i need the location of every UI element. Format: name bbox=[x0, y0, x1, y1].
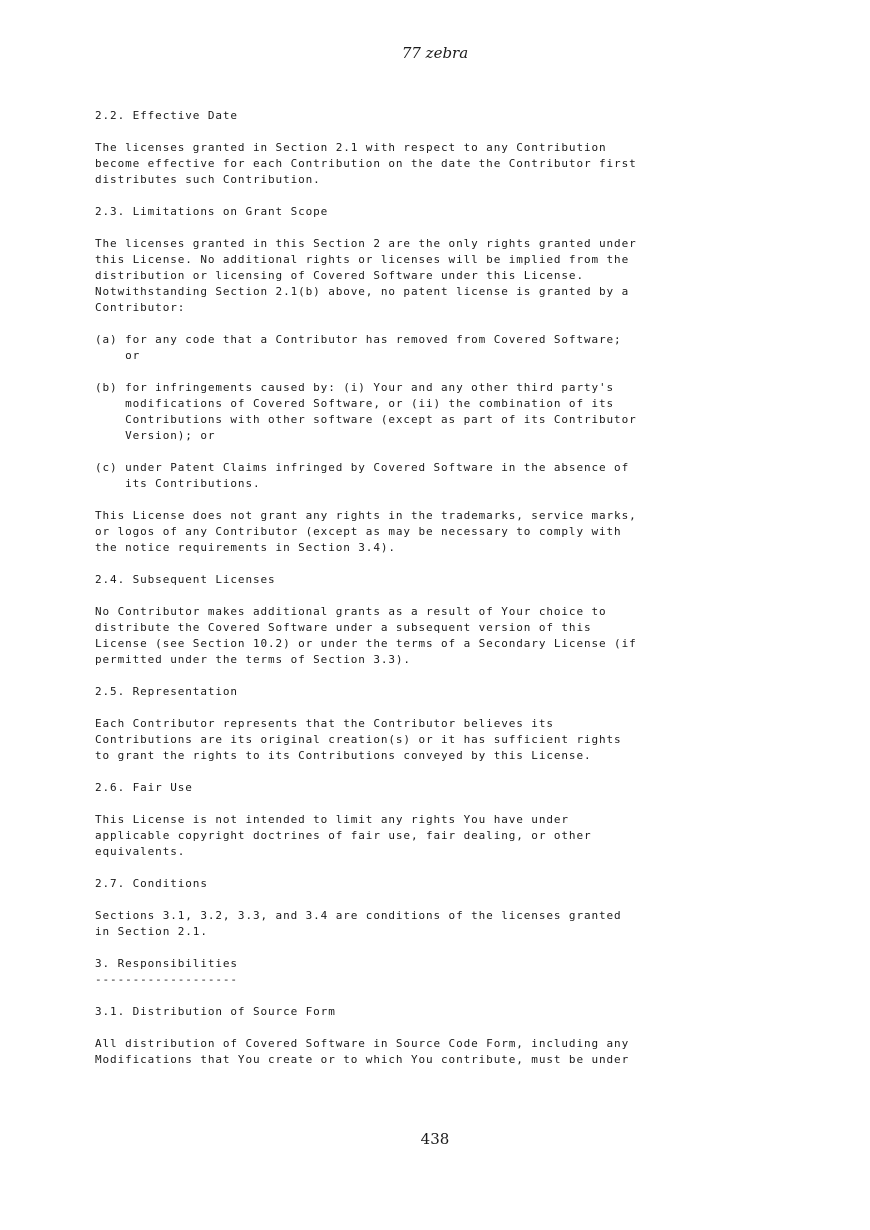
text-line: The licenses granted in Section 2.1 with respect to any Contribution bbox=[95, 141, 607, 154]
blank-line bbox=[95, 316, 795, 332]
text-line: Notwithstanding Section 2.1(b) above, no patent license is granted by a bbox=[95, 285, 630, 298]
text-line: applicable copyright doctrines of fair use, fair dealing, or other bbox=[95, 829, 592, 842]
text-line: or bbox=[95, 349, 141, 362]
text-line: Modifications that You create or to which You contribute, must be under bbox=[95, 1053, 630, 1066]
text-line: become effective for each Contribution on the date the Contributor first bbox=[95, 157, 637, 170]
blank-line bbox=[95, 588, 795, 604]
blank-line bbox=[95, 492, 795, 508]
text-line: This License is not intended to limit any rights You have under bbox=[95, 813, 569, 826]
text-line: distributes such Contribution. bbox=[95, 173, 321, 186]
text-line: this License. No additional rights or licenses will be implied from the bbox=[95, 253, 630, 266]
text-line: 3.1. Distribution of Source Form bbox=[95, 1005, 336, 1018]
document-body bbox=[95, 108, 795, 1068]
blank-line bbox=[95, 364, 795, 380]
blank-line bbox=[95, 764, 795, 780]
blank-line bbox=[95, 796, 795, 812]
text-line: License (see Section 10.2) or under the terms of a Secondary License (if bbox=[95, 637, 637, 650]
text-line: Sections 3.1, 3.2, 3.3, and 3.4 are conditions of the licenses granted bbox=[95, 909, 622, 922]
text-line: All distribution of Covered Software in Source Code Form, including any bbox=[95, 1037, 630, 1050]
text-line: distribution or licensing of Covered Software under this License. bbox=[95, 269, 584, 282]
text-line: Contributor: bbox=[95, 301, 186, 314]
text-line: Contributions with other software (except as part of its Contributor bbox=[95, 413, 637, 426]
text-line: 2.5. Representation bbox=[95, 685, 238, 698]
blank-line bbox=[95, 940, 795, 956]
blank-line bbox=[95, 892, 795, 908]
text-line: (c) under Patent Claims infringed by Covered Software in the absence of bbox=[95, 461, 630, 474]
text-line: The licenses granted in this Section 2 are the only rights granted under bbox=[95, 237, 637, 250]
text-line: distribute the Covered Software under a subsequent version of this bbox=[95, 621, 592, 634]
text-line: ------------------- bbox=[95, 973, 238, 986]
text-line: equivalents. bbox=[95, 845, 186, 858]
text-line: This License does not grant any rights in the trademarks, service marks, bbox=[95, 509, 637, 522]
text-line: 2.3. Limitations on Grant Scope bbox=[95, 205, 329, 218]
text-line: (b) for infringements caused by: (i) Your and any other third party's bbox=[95, 381, 615, 394]
blank-line bbox=[95, 220, 795, 236]
text-line: 2.6. Fair Use bbox=[95, 781, 193, 794]
text-line: Version); or bbox=[95, 429, 216, 442]
blank-line bbox=[95, 556, 795, 572]
blank-line bbox=[95, 1020, 795, 1036]
text-line: Contributions are its original creation(s) or it has sufficient rights bbox=[95, 733, 622, 746]
text-line: its Contributions. bbox=[95, 477, 261, 490]
blank-line bbox=[95, 444, 795, 460]
text-line: 2.2. Effective Date bbox=[95, 109, 238, 122]
text-line: 3. Responsibilities bbox=[95, 957, 238, 970]
running-header: 77 zebra bbox=[401, 44, 469, 62]
blank-line bbox=[95, 860, 795, 876]
text-line: to grant the rights to its Contributions conveyed by this License. bbox=[95, 749, 592, 762]
text-line: (a) for any code that a Contributor has removed from Covered Software; bbox=[95, 333, 622, 346]
text-line: Each Contributor represents that the Contributor believes its bbox=[95, 717, 554, 730]
text-line: the notice requirements in Section 3.4). bbox=[95, 541, 396, 554]
text-line: 2.7. Conditions bbox=[95, 877, 208, 890]
text-line: 2.4. Subsequent Licenses bbox=[95, 573, 276, 586]
text-line: No Contributor makes additional grants as a result of Your choice to bbox=[95, 605, 607, 618]
text-line: in Section 2.1. bbox=[95, 925, 208, 938]
blank-line bbox=[95, 700, 795, 716]
blank-line bbox=[95, 988, 795, 1004]
blank-line bbox=[95, 188, 795, 204]
text-line: or logos of any Contributor (except as may be necessary to comply with bbox=[95, 525, 622, 538]
blank-line bbox=[95, 124, 795, 140]
page-number: 438 bbox=[420, 1130, 450, 1148]
text-line: modifications of Covered Software, or (ii) the combination of its bbox=[95, 397, 615, 410]
text-line: permitted under the terms of Section 3.3). bbox=[95, 653, 411, 666]
blank-line bbox=[95, 668, 795, 684]
